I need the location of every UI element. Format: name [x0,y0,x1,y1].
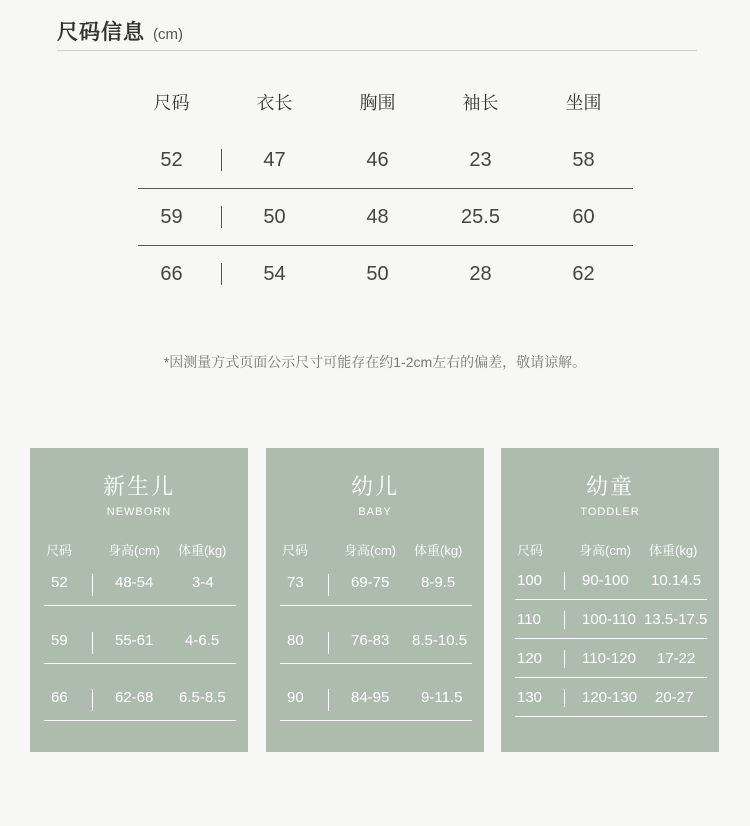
table-row [30,677,248,721]
table-cell: 54 [263,263,286,285]
table-row [266,677,484,721]
table-row [501,562,719,600]
newborn-card [30,448,248,752]
table-cell: 47 [263,149,286,171]
table-cell: 25.5 [461,206,500,228]
table-cell: 23 [469,149,492,171]
table-row [266,562,484,606]
column-header: 体重(kg) [178,543,227,558]
table-row [501,679,719,717]
table-cell: 52 [51,574,68,591]
table-cell: 80 [287,632,304,649]
table-cell: 28 [469,263,492,285]
row-divider [515,716,707,717]
column-header: 身高(cm) [344,543,396,558]
column-header: 胸围 [359,93,396,113]
row-divider [515,599,707,600]
table-row [501,601,719,639]
table-row [120,132,633,189]
column-header: 坐围 [565,93,602,113]
column-divider [564,650,565,668]
table-cell: 48 [366,206,389,228]
measurement-note: *因测量方式页面公示尺寸可能存在约1-2cm左右的偏差，敬请谅解。 [163,354,587,370]
table-cell: 76-83 [351,632,390,649]
column-divider [221,206,222,228]
card-title: 新生儿 [102,474,175,499]
column-header: 体重(kg) [649,543,698,558]
table-cell: 55-61 [115,632,154,649]
column-header: 尺码 [282,543,309,558]
table-cell: 62-68 [115,689,154,706]
card-subtitle: NEWBORN [106,506,172,518]
column-header: 尺码 [46,543,73,558]
column-divider [92,689,93,711]
header [57,16,183,46]
table-cell: 4-6.5 [185,632,220,649]
table-cell: 59 [160,206,183,228]
card-subtitle: BABY [358,506,392,518]
table-cell: 59 [51,632,68,649]
table-cell: 90 [287,689,304,706]
table-cell: 84-95 [351,689,390,706]
page-title: 尺码信息 [57,21,145,44]
table-cell: 66 [51,689,68,706]
column-divider [564,611,565,629]
table-cell: 58 [572,149,595,171]
card-header [266,540,484,558]
row-divider [280,663,472,664]
table-cell: 3-4 [192,574,214,591]
table-cell: 46 [366,149,389,171]
column-divider [328,574,329,596]
column-divider [221,149,222,171]
table-cell: 110-120 [582,650,636,667]
table-row [501,640,719,678]
column-divider [328,689,329,711]
table-cell: 20-27 [655,689,694,706]
table-cell: 69-75 [351,574,390,591]
column-header: 衣长 [256,93,293,113]
table-cell: 52 [160,149,183,171]
column-divider [564,572,565,590]
table-cell: 120-130 [582,689,638,706]
table-cell: 48-54 [115,574,154,591]
column-header: 袖长 [462,93,499,113]
table-cell: 10.14.5 [651,572,702,589]
table-cell: 50 [263,206,286,228]
column-divider [92,632,93,654]
unit-label: (cm) [153,26,183,43]
size-table [120,80,633,303]
table-cell: 8-9.5 [421,574,456,591]
card-header [30,540,248,558]
table-cell: 60 [572,206,595,228]
row-divider [515,638,707,639]
table-cell: 50 [366,263,389,285]
column-divider [328,632,329,654]
card-subtitle: TODDLER [580,506,640,518]
table-cell: 66 [160,263,183,285]
table-row [266,620,484,664]
column-header: 身高(cm) [579,543,631,558]
table-cell: 100-110 [582,611,636,628]
row-divider [44,663,236,664]
table-cell: 8.5-10.5 [412,632,468,649]
column-header: 体重(kg) [414,543,463,558]
table-cell: 17-22 [657,650,696,667]
table-cell: 100 [517,572,543,589]
size-table-header [120,80,633,124]
row-divider [44,720,236,721]
card-title: 幼童 [585,474,634,499]
table-cell: 90-100 [582,572,629,589]
row-divider [44,605,236,606]
column-header: 身高(cm) [108,543,160,558]
column-divider [564,689,565,707]
column-divider [221,263,222,285]
toddler-card [501,448,719,752]
table-cell: 120 [517,650,543,667]
card-title: 幼儿 [350,474,399,499]
card-header [501,540,719,558]
table-cell: 73 [287,574,304,591]
column-header: 尺码 [153,93,190,113]
table-row [30,562,248,606]
table-cell: 9-11.5 [421,689,463,706]
column-divider [92,574,93,596]
table-row [120,189,633,246]
header-divider [57,50,697,51]
table-cell: 6.5-8.5 [179,689,226,706]
baby-card [266,448,484,752]
column-header: 尺码 [517,543,544,558]
table-cell: 13.5-17.5 [644,611,708,628]
table-cell: 110 [517,611,541,628]
table-cell: 62 [572,263,595,285]
row-divider [515,677,707,678]
row-divider [280,605,472,606]
table-row [30,620,248,664]
row-divider [280,720,472,721]
table-row [120,246,633,303]
table-cell: 130 [517,689,543,706]
